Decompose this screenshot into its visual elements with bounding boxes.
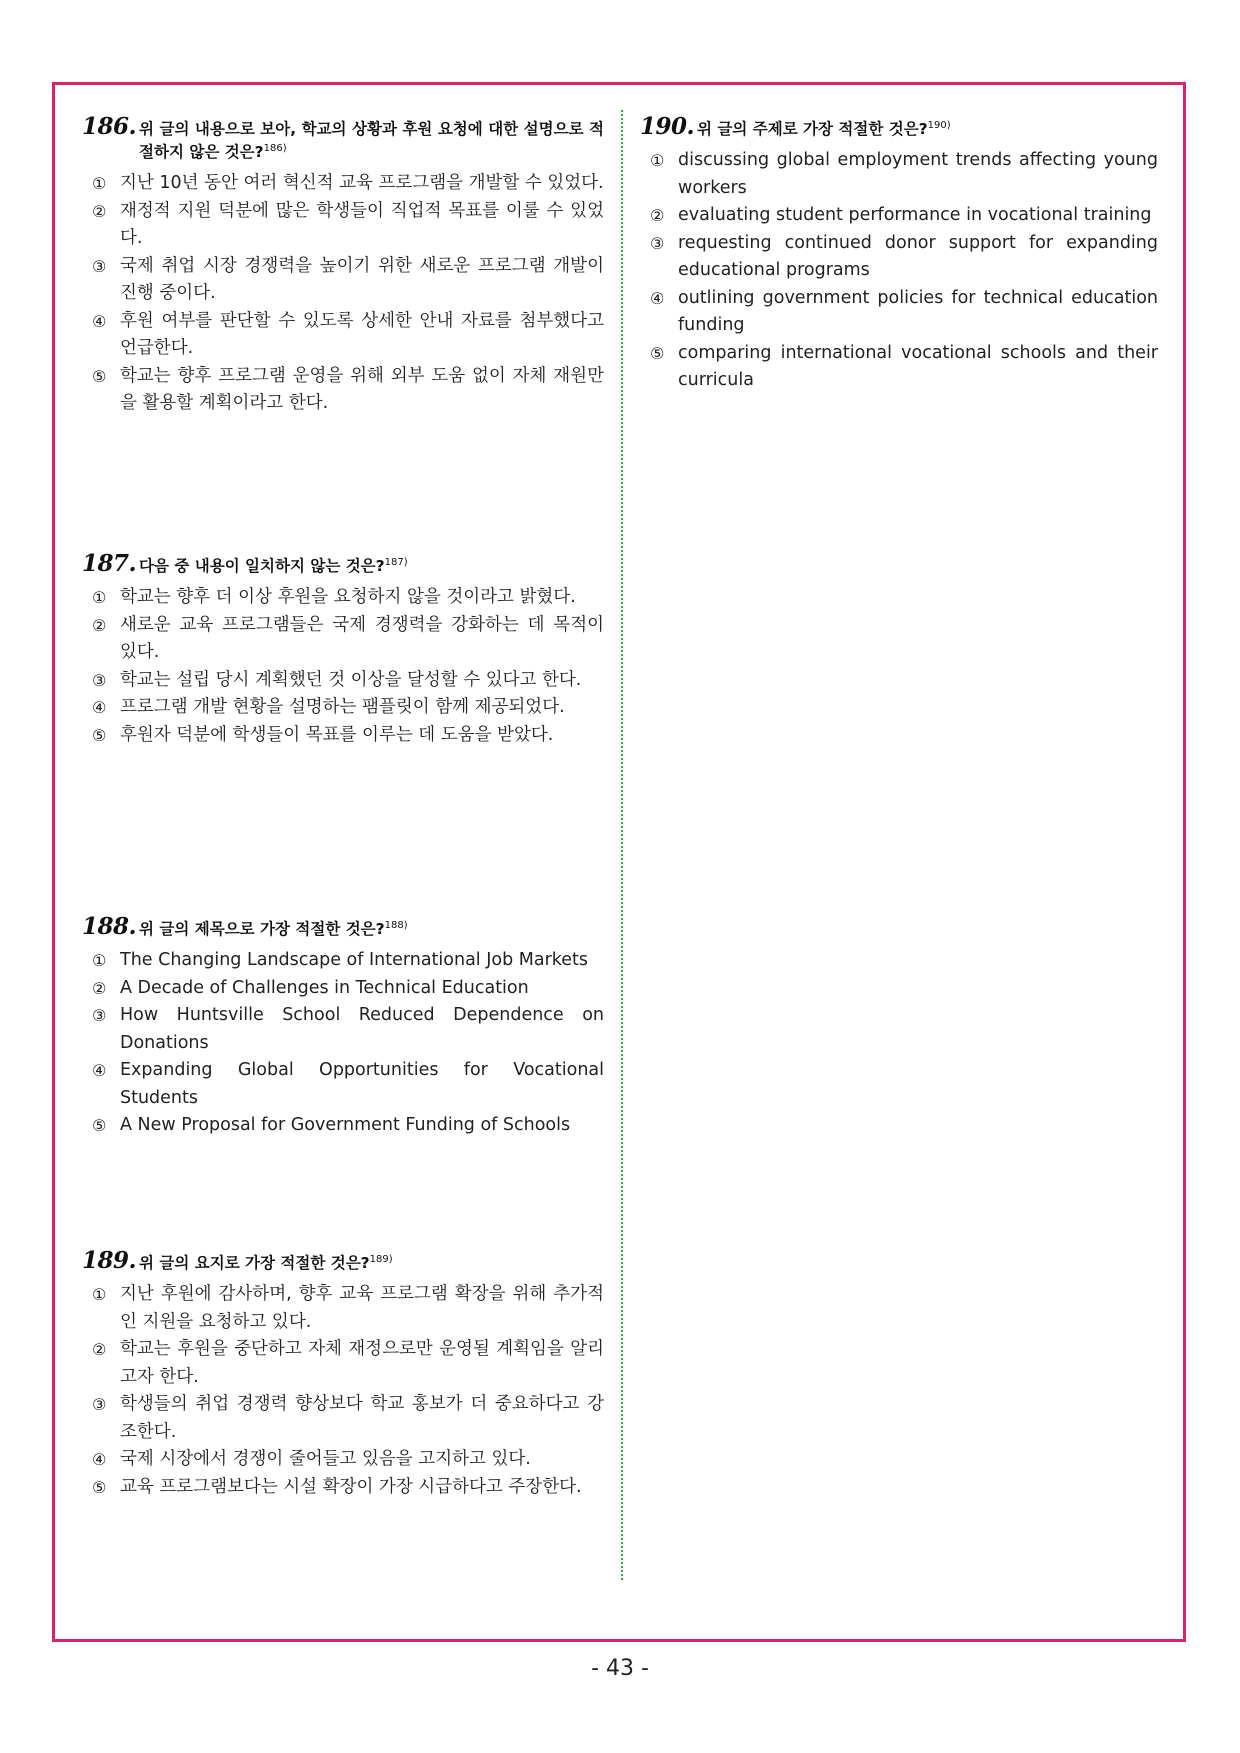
choice-list xyxy=(640,147,1158,395)
question-prompt: 위 글의 제목으로 가장 적절한 것은?$^{188)}$ xyxy=(139,919,408,938)
choice-1[interactable]: ① discussing global employment trends affecting young workers xyxy=(650,150,1158,198)
choice-4[interactable]: ④ 후원 여부를 판단할 수 있도록 상세한 안내 자료를 첨부했다고 언급한다. xyxy=(92,310,604,358)
question-prompt: 위 글의 요지로 가장 적절한 것은?$^{189)}$ xyxy=(139,1253,393,1272)
question-number: 190. xyxy=(640,113,695,140)
choice-3[interactable]: ③ 학교는 설립 당시 계획했던 것 이상을 달성할 수 있다고 한다. xyxy=(92,669,582,690)
footnote-ref: 186) xyxy=(263,142,287,154)
choice-2[interactable]: ② 새로운 교육 프로그램들은 국제 경쟁력을 강화하는 데 목적이 있다. xyxy=(92,614,604,662)
choice-list xyxy=(82,947,604,1140)
question-prompt: 위 글의 주제로 가장 적절한 것은?$^{190)}$ xyxy=(697,119,951,138)
choice-3[interactable]: ③ 국제 취업 시장 경쟁력을 높이기 위한 새로운 프로그램 개발이 진행 중이다. xyxy=(92,255,604,303)
question-number: 188. xyxy=(82,913,137,940)
choice-5[interactable]: ⑤ comparing international vocational schools and their curricula xyxy=(650,342,1158,390)
choice-list xyxy=(82,1281,604,1501)
footnote-ref: 187) xyxy=(384,556,408,568)
question-prompt: 위 글의 내용으로 보아, 학교의 상황과 후원 요청에 대한 설명으로 적절하지 않은 것은?$^{186)}$ xyxy=(139,120,604,161)
question-190 xyxy=(640,115,1158,395)
question-188 xyxy=(82,915,604,1140)
choice-3[interactable]: ③ requesting continued donor support for expanding educational programs xyxy=(650,232,1158,280)
choice-4[interactable]: ④ 국제 시장에서 경쟁이 줄어들고 있음을 고지하고 있다. xyxy=(92,1449,531,1469)
choice-5[interactable]: ⑤ 학교는 향후 프로그램 운영을 위해 외부 도움 없이 자체 재원만을 활용할 계획이라고 한다. xyxy=(92,365,604,413)
choice-2[interactable]: ② 재정적 지원 덕분에 많은 학생들이 직업적 목표를 이룰 수 있었다. xyxy=(92,200,604,248)
choice-4[interactable]: ④ outlining government policies for technical education funding xyxy=(650,287,1158,335)
choice-3[interactable]: ③ How Huntsville School Reduced Dependence on Donations xyxy=(92,1005,604,1053)
question-186 xyxy=(82,115,604,418)
choice-1[interactable]: ① 학교는 향후 더 이상 후원을 요청하지 않을 것이라고 밝혔다. xyxy=(92,587,576,607)
choice-2[interactable]: ② 학교는 후원을 중단하고 자체 재정으로만 운영될 계획임을 알리고자 한다. xyxy=(92,1339,604,1387)
choice-4[interactable]: ④ Expanding Global Opportunities for Vocational Students xyxy=(92,1060,604,1108)
choice-list xyxy=(82,170,604,418)
choice-5[interactable]: ⑤ 후원자 덕분에 학생들이 목표를 이루는 데 도움을 받았다. xyxy=(92,724,554,745)
question-number: 186. xyxy=(82,113,137,140)
column-divider xyxy=(621,110,623,1580)
choice-3[interactable]: ③ 학생들의 취업 경쟁력 향상보다 학교 홍보가 더 중요하다고 강조한다. xyxy=(92,1394,604,1442)
choice-4[interactable]: ④ 프로그램 개발 현황을 설명하는 팸플릿이 함께 제공되었다. xyxy=(92,697,565,717)
question-number: 189. xyxy=(82,1247,137,1274)
choice-1[interactable]: ① 지난 10년 동안 여러 혁신적 교육 프로그램을 개발할 수 있었다. xyxy=(92,173,604,193)
question-prompt: 다음 중 내용이 일치하지 않는 것은?$^{187)}$ xyxy=(139,556,408,575)
footnote-ref: 188) xyxy=(384,919,408,931)
question-header xyxy=(82,115,604,164)
question-header xyxy=(82,1249,604,1275)
footnote-ref: 190) xyxy=(927,119,951,131)
choice-1[interactable]: ① 지난 후원에 감사하며, 향후 교육 프로그램 확장을 위해 추가적인 지원을 요청하고 있다. xyxy=(92,1284,604,1332)
choice-5[interactable]: ⑤ 교육 프로그램보다는 시설 확장이 가장 시급하다고 주장한다. xyxy=(92,1476,582,1497)
choice-2[interactable]: ② A Decade of Challenges in Technical Education xyxy=(92,977,529,998)
choice-1[interactable]: ① The Changing Landscape of International Job Markets xyxy=(92,950,589,970)
choice-5[interactable]: ⑤ A New Proposal for Government Funding of Schools xyxy=(92,1115,571,1135)
question-header xyxy=(82,552,604,578)
page-number: - 43 - xyxy=(591,1656,649,1681)
footnote-ref: 189) xyxy=(369,1253,393,1265)
question-header xyxy=(82,915,604,941)
choice-list xyxy=(82,584,604,749)
question-187 xyxy=(82,552,604,749)
choice-2[interactable]: ② evaluating student performance in vocational training xyxy=(650,205,1152,225)
question-number: 187. xyxy=(82,550,137,577)
question-header xyxy=(640,115,1158,141)
question-189 xyxy=(82,1249,604,1501)
